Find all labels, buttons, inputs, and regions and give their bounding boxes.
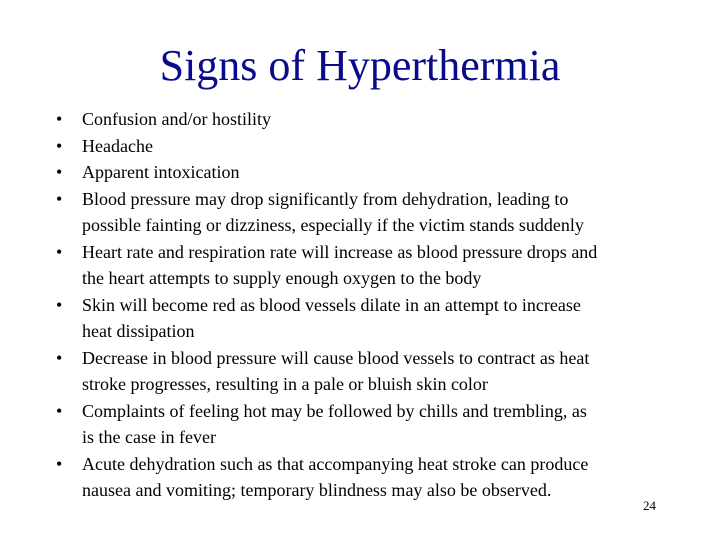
bullet-text-line: possible fainting or dizziness, especially if the victim stands suddenly	[82, 215, 584, 235]
bullet-item	[52, 159, 672, 186]
bullet-text-line: Confusion and/or hostility	[82, 109, 271, 129]
bullet-marker: •	[56, 162, 63, 182]
bullet-marker: •	[56, 453, 63, 474]
bullet-text-line: Acute dehydration such as that accompanying heat stroke can produce	[82, 453, 589, 474]
bullet-text-line: nausea and vomiting; temporary blindness may also be observed.	[82, 480, 552, 500]
bullet-marker: •	[56, 135, 63, 156]
bullet-text-line: Headache	[82, 135, 153, 156]
bullet-item	[52, 292, 672, 345]
bullet-item	[52, 133, 672, 160]
bullet-text-line: Complaints of feeling hot may be followed by chills and trembling, as	[82, 400, 587, 421]
bullet-item	[52, 239, 672, 292]
bullet-text-line: stroke progresses, resulting in a pale or bluish skin color	[82, 374, 488, 394]
bullet-marker: •	[56, 241, 63, 262]
bullet-text-line: heat dissipation	[82, 321, 195, 341]
bullet-item	[52, 106, 672, 133]
bullet-text-line: Heart rate and respiration rate will increase as blood pressure drops and	[82, 241, 598, 262]
bullet-text-line: is the case in fever	[82, 427, 216, 447]
bullet-item	[52, 186, 672, 239]
bullet-marker: •	[56, 294, 63, 315]
bullet-marker: •	[56, 347, 63, 368]
bullet-text-line: Decrease in blood pressure will cause blood vessels to contract as heat	[82, 347, 590, 368]
slide-title: Signs of Hyperthermia	[159, 41, 561, 90]
bullet-marker: •	[56, 400, 63, 421]
bullet-marker: •	[56, 188, 63, 209]
bullet-text-line: Apparent intoxication	[82, 162, 240, 182]
bullet-text-line: Skin will become red as blood vessels dilate in an attempt to increase	[82, 294, 581, 315]
bullet-text-line: Blood pressure may drop significantly from dehydration, leading to	[82, 188, 569, 209]
bullet-item	[52, 451, 672, 504]
page-number: 24	[643, 498, 656, 513]
bullet-text-line: the heart attempts to supply enough oxygen to the body	[82, 268, 482, 288]
bullet-item	[52, 398, 672, 451]
bullet-marker: •	[56, 109, 63, 129]
bullet-item	[52, 345, 672, 398]
bullet-list	[52, 106, 672, 504]
